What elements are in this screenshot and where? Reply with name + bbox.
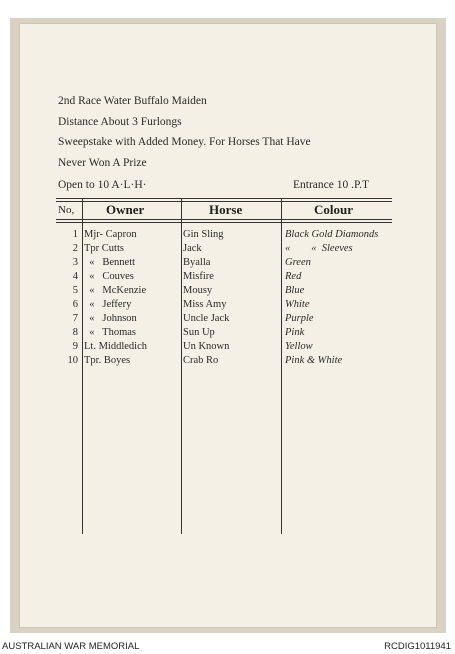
race-conditions-cont: Never Won A Prize <box>58 157 147 169</box>
entry-number: 8 <box>72 327 78 338</box>
table-rule-header <box>56 219 392 220</box>
entry-owner: Tpr Cutts <box>84 243 124 254</box>
entry-owner: « Thomas <box>84 327 137 338</box>
table-row <box>56 229 392 243</box>
race-distance: Distance About 3 Furlongs <box>58 116 182 128</box>
entry-horse: Miss Amy <box>183 299 227 310</box>
entries-table <box>56 198 392 536</box>
entry-colour: Green <box>285 257 311 268</box>
entry-owner: Lt. Middledich <box>84 341 147 352</box>
entry-horse: Crab Ro <box>183 355 219 366</box>
table-rule-top <box>56 198 392 199</box>
entry-number: 1 <box>72 229 78 240</box>
archive-reference: RCDIG1011941 <box>384 641 451 652</box>
entry-colour: White <box>285 299 310 310</box>
entry-number: 4 <box>72 271 78 282</box>
archive-credit: AUSTRALIAN WAR MEMORIAL <box>2 641 140 652</box>
table-rule-header-double <box>56 222 392 223</box>
entry-colour: Red <box>285 271 302 282</box>
entry-owner: « Jeffery <box>84 299 132 310</box>
entry-number: 2 <box>72 243 78 254</box>
header-owner: Owner <box>106 202 145 217</box>
table-row <box>56 341 392 355</box>
table-row <box>56 271 392 285</box>
entry-colour: Yellow <box>285 341 313 352</box>
entry-colour: « « Sleeves <box>285 243 353 254</box>
entry-number: 7 <box>72 313 78 324</box>
table-row <box>56 257 392 271</box>
header-horse: Horse <box>209 202 243 217</box>
header-no: No, <box>58 204 75 216</box>
open-to-text: Open to 10 A·L·H· <box>58 179 147 191</box>
table-row <box>56 299 392 313</box>
entry-horse: Un Known <box>183 341 230 352</box>
entry-horse: Uncle Jack <box>183 313 230 324</box>
entry-owner: Mjr- Capron <box>84 229 137 240</box>
race-title: 2nd Race Water Buffalo Maiden <box>58 95 207 107</box>
entry-horse: Jack <box>183 243 202 254</box>
entry-horse: Gin Sling <box>183 229 224 240</box>
entry-horse: Sun Up <box>183 327 215 338</box>
header-colour: Colour <box>314 202 353 217</box>
entry-owner: « Bennett <box>84 257 136 268</box>
entry-number: 9 <box>72 341 78 352</box>
entry-owner: « Johnson <box>84 313 137 324</box>
entry-number: 3 <box>72 257 78 268</box>
table-row <box>56 355 392 369</box>
table-row <box>56 313 392 327</box>
entry-number: 10 <box>67 355 78 366</box>
entry-horse: Mousy <box>183 285 213 296</box>
table-row <box>56 243 392 257</box>
entry-horse: Byalla <box>183 257 211 268</box>
entry-colour: Pink <box>285 327 305 338</box>
entry-number: 5 <box>72 285 78 296</box>
entrance-fee-text: Entrance 10 .P.T <box>293 179 370 191</box>
table-row <box>56 285 392 299</box>
entry-colour: Pink & White <box>285 355 343 366</box>
entry-horse: Misfire <box>183 271 214 282</box>
table-row <box>56 327 392 341</box>
race-conditions: Sweepstake with Added Money. For Horses That Have <box>58 136 311 148</box>
entry-owner: Tpr. Boyes <box>84 355 131 366</box>
entry-owner: « Couves <box>84 271 134 282</box>
race-open-line <box>58 179 370 191</box>
entry-colour: Purple <box>285 313 314 324</box>
entry-owner: « McKenzie <box>84 285 147 296</box>
entry-number: 6 <box>72 299 78 310</box>
entry-colour: Black Gold Diamonds <box>285 229 379 240</box>
entry-colour: Blue <box>285 285 305 296</box>
